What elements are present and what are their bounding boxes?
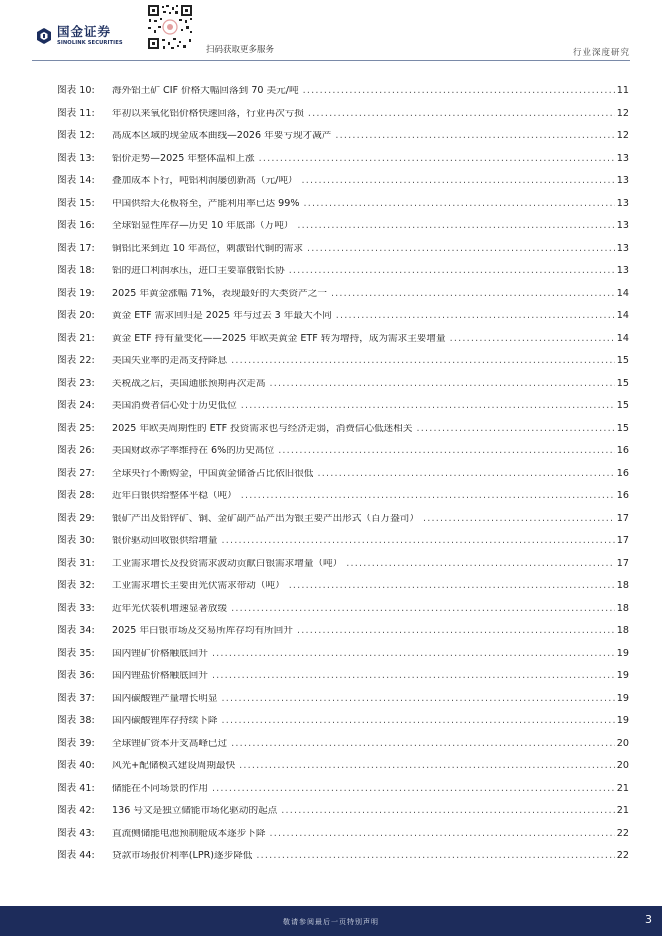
toc-leader-dots	[218, 536, 615, 546]
toc-figure-title: 铜铝比来到近 10 年高位，刺激铝代铜的需求	[112, 243, 303, 254]
toc-figure-number: 图表 19:	[57, 287, 95, 299]
toc-entry[interactable]	[57, 508, 629, 531]
toc-entry[interactable]	[57, 598, 629, 621]
header-divider	[32, 60, 630, 61]
toc-figure-number: 图表 30:	[57, 535, 95, 547]
toc-page-number: 12	[616, 130, 629, 142]
toc-figure-number: 图表 22:	[57, 355, 95, 367]
toc-figure-number: 图表 35:	[57, 647, 95, 659]
toc-figure-number: 图表 29:	[57, 512, 95, 524]
toc-page-number: 21	[616, 805, 629, 817]
toc-leader-dots	[327, 289, 615, 299]
toc-page-number: 21	[616, 782, 629, 794]
toc-page-number: 15	[616, 400, 629, 412]
toc-figure-number: 图表 18:	[57, 265, 95, 277]
toc-leader-dots	[412, 424, 615, 434]
toc-figure-number: 图表 26:	[57, 445, 95, 457]
toc-entry[interactable]	[57, 845, 629, 868]
toc-figure-title: 2025 年黄金涨幅 71%，表现最好的大类资产之一	[112, 288, 327, 299]
toc-figure-title: 风光+配储模式建设周期最快	[112, 761, 236, 772]
toc-figure-number: 图表 34:	[57, 625, 95, 637]
toc-page-number: 15	[616, 355, 629, 367]
toc-leader-dots	[332, 311, 615, 321]
toc-leader-dots	[293, 221, 615, 231]
toc-entry[interactable]	[57, 643, 629, 666]
toc-entry[interactable]	[57, 170, 629, 193]
toc-figure-number: 图表 11:	[57, 107, 95, 119]
toc-entry[interactable]	[57, 103, 629, 126]
toc-figure-number: 图表 13:	[57, 152, 95, 164]
toc-page-number: 11	[616, 85, 629, 97]
toc-figure-number: 图表 20:	[57, 310, 95, 322]
toc-figure-number: 图表 33:	[57, 602, 95, 614]
toc-leader-dots	[208, 671, 615, 681]
toc-page-number: 16	[616, 490, 629, 502]
toc-figure-title: 叠加成本下行，吨铝利润屡创新高（元/吨）	[112, 176, 298, 187]
toc-figure-title: 国内碳酸锂库存持续下降	[112, 716, 218, 727]
toc-page-number: 17	[616, 512, 629, 524]
toc-leader-dots	[208, 784, 615, 794]
toc-entry[interactable]	[57, 485, 629, 508]
toc-leader-dots	[446, 334, 615, 344]
toc-entry[interactable]	[57, 193, 629, 216]
toc-leader-dots	[299, 199, 615, 209]
toc-page-number: 19	[616, 715, 629, 727]
toc-figure-title: 2025 年欧美周期性的 ETF 投资需求也与经济走弱，消费信心低迷相关	[112, 423, 413, 434]
page-footer	[0, 906, 662, 936]
toc-entry[interactable]	[57, 418, 629, 441]
toc-page-number: 15	[616, 422, 629, 434]
toc-figure-title: 贷款市场报价利率(LPR)逐步降低	[112, 851, 253, 862]
toc-figure-number: 图表 24:	[57, 400, 95, 412]
toc-leader-dots	[227, 739, 615, 749]
toc-page-number: 19	[616, 647, 629, 659]
toc-figure-number: 图表 38:	[57, 715, 95, 727]
toc-figure-number: 图表 28:	[57, 490, 95, 502]
toc-figure-title: 国内锂矿价格触底回升	[112, 648, 208, 659]
toc-page-number: 18	[616, 602, 629, 614]
toc-figure-number: 图表 21:	[57, 332, 95, 344]
toc-page-number: 13	[616, 152, 629, 164]
toc-figure-title: 高成本区域的现金成本曲线—2026 年要亏现才减产	[112, 131, 332, 142]
toc-entry[interactable]	[57, 733, 629, 756]
toc-figure-title: 工业需求增长主要由光伏需求带动（吨）	[112, 581, 285, 592]
toc-figure-title: 黄金 ETF 持有量变化——2025 年欧美黄金 ETF 转为增持，成为需求主要增量	[112, 333, 446, 344]
footer-disclaimer: 敬请参阅最后一页特别声明	[283, 918, 379, 926]
toc-figure-number: 图表 36:	[57, 670, 95, 682]
toc-leader-dots	[227, 604, 615, 614]
toc-figure-title: 全球铝显性库存—历史 10 年底部（万吨）	[112, 221, 294, 232]
toc-entry[interactable]	[57, 778, 629, 801]
toc-page-number: 16	[616, 467, 629, 479]
toc-page-number: 14	[616, 310, 629, 322]
toc-figure-title: 全球锂矿资本开支高峰已过	[112, 738, 228, 749]
toc-leader-dots	[218, 716, 615, 726]
toc-entry[interactable]	[57, 463, 629, 486]
toc-entry[interactable]	[57, 260, 629, 283]
toc-entry[interactable]	[57, 238, 629, 261]
toc-leader-dots	[266, 379, 616, 389]
sinolink-logo-icon	[36, 27, 52, 45]
toc-figure-number: 图表 40:	[57, 760, 95, 772]
toc-figure-number: 图表 23:	[57, 377, 95, 389]
toc-entry[interactable]	[57, 755, 629, 778]
toc-leader-dots	[237, 401, 615, 411]
toc-figure-title: 中国供给天花板将至，产能利用率已达 99%	[112, 198, 300, 209]
toc-figure-number: 图表 42:	[57, 805, 95, 817]
toc-leader-dots	[274, 446, 615, 456]
toc-entry[interactable]	[57, 688, 629, 711]
toc-leader-dots	[285, 581, 615, 591]
toc-figure-title: 全球央行不断购金，中国黄金储备占比依旧很低	[112, 468, 314, 479]
toc-page-number: 13	[616, 175, 629, 187]
toc-leader-dots	[285, 266, 615, 276]
toc-entry[interactable]	[57, 665, 629, 688]
toc-leader-dots	[237, 491, 615, 501]
toc-entry[interactable]	[57, 800, 629, 823]
figure-index-list	[57, 80, 629, 868]
toc-leader-dots	[277, 806, 615, 816]
toc-entry[interactable]	[57, 823, 629, 846]
toc-figure-title: 国内锂盐价格触底回升	[112, 671, 208, 682]
toc-figure-title: 136 号文是独立储能市场化驱动的起点	[112, 806, 278, 817]
page-header	[0, 0, 662, 62]
toc-figure-number: 图表 32:	[57, 580, 95, 592]
toc-page-number: 22	[616, 850, 629, 862]
toc-entry[interactable]	[57, 80, 629, 103]
toc-leader-dots	[208, 649, 615, 659]
toc-page-number: 17	[616, 557, 629, 569]
toc-figure-title: 银矿产出及铅锌矿、铜、金矿副产品产出为银主要产出形式（百万盎司）	[112, 513, 419, 524]
toc-figure-title: 海外铝土矿 CIF 价格大幅回落到 70 美元/吨	[112, 86, 299, 97]
toc-entry[interactable]	[57, 710, 629, 733]
toc-page-number: 17	[616, 535, 629, 547]
toc-figure-number: 图表 17:	[57, 242, 95, 254]
toc-entry[interactable]	[57, 530, 629, 553]
toc-entry[interactable]	[57, 350, 629, 373]
toc-entry[interactable]	[57, 148, 629, 171]
toc-leader-dots	[293, 626, 615, 636]
toc-figure-title: 银价驱动回收银供给增量	[112, 536, 218, 547]
toc-figure-title: 直流侧储能电池预制舱成本逐步下降	[112, 828, 266, 839]
toc-leader-dots	[235, 761, 615, 771]
toc-figure-number: 图表 31:	[57, 557, 95, 569]
toc-leader-dots	[255, 154, 615, 164]
toc-figure-title: 关税战之后，美国通胀预期再次走高	[112, 378, 266, 389]
toc-figure-title: 美国消费者信心处于历史低位	[112, 401, 237, 412]
toc-entry[interactable]	[57, 215, 629, 238]
toc-page-number: 14	[616, 332, 629, 344]
toc-leader-dots	[313, 469, 615, 479]
toc-entry[interactable]	[57, 283, 629, 306]
company-logo	[36, 24, 123, 48]
toc-entry[interactable]	[57, 575, 629, 598]
toc-leader-dots	[303, 244, 615, 254]
toc-page-number: 20	[616, 760, 629, 772]
toc-leader-dots	[331, 131, 615, 141]
toc-entry[interactable]	[57, 620, 629, 643]
toc-figure-title: 储能在不同场景的作用	[112, 783, 208, 794]
toc-page-number: 19	[616, 692, 629, 704]
logo-english-name: SINOLINK SECURITIES	[57, 39, 123, 46]
toc-figure-title: 美国失业率的走高支持降息	[112, 356, 228, 367]
toc-leader-dots	[218, 694, 615, 704]
toc-figure-title: 国内碳酸锂产量增长明显	[112, 693, 218, 704]
toc-figure-number: 图表 25:	[57, 422, 95, 434]
qr-code-label: 扫码获取更多服务	[206, 45, 275, 55]
toc-page-number: 19	[616, 670, 629, 682]
toc-figure-number: 图表 37:	[57, 692, 95, 704]
toc-page-number: 13	[616, 265, 629, 277]
toc-entry[interactable]	[57, 440, 629, 463]
toc-page-number: 13	[616, 242, 629, 254]
toc-page-number: 18	[616, 625, 629, 637]
toc-figure-number: 图表 14:	[57, 175, 95, 187]
toc-figure-title: 年初以来氧化铝价格快速回落，行业再次亏损	[112, 108, 304, 119]
toc-page-number: 22	[616, 827, 629, 839]
toc-figure-number: 图表 43:	[57, 827, 95, 839]
qr-code-icon[interactable]	[146, 3, 194, 51]
toc-entry[interactable]	[57, 328, 629, 351]
toc-figure-title: 近年光伏装机增速显著放缓	[112, 603, 228, 614]
toc-figure-title: 工业需求增长及投资需求波动贡献白银需求增量（吨）	[112, 558, 343, 569]
report-type-label: 行业深度研究	[572, 48, 630, 58]
toc-figure-title: 黄金 ETF 需求回归是 2025 年与过去 3 年最大不同	[112, 311, 332, 322]
toc-figure-title: 铝价走势—2025 年整体温和上涨	[112, 153, 255, 164]
toc-figure-title: 近年白银供给整体平稳（吨）	[112, 491, 237, 502]
toc-leader-dots	[304, 109, 615, 119]
toc-leader-dots	[252, 851, 615, 861]
toc-figure-number: 图表 27:	[57, 467, 95, 479]
toc-figure-title: 铝的进口利润承压，进口主要靠俄铝长协	[112, 266, 285, 277]
toc-entry[interactable]	[57, 553, 629, 576]
toc-page-number: 20	[616, 737, 629, 749]
toc-entry[interactable]	[57, 125, 629, 148]
toc-figure-number: 图表 12:	[57, 130, 95, 142]
toc-figure-number: 图表 41:	[57, 782, 95, 794]
toc-leader-dots	[419, 514, 615, 524]
toc-figure-number: 图表 44:	[57, 850, 95, 862]
toc-page-number: 14	[616, 287, 629, 299]
toc-page-number: 15	[616, 377, 629, 389]
toc-leader-dots	[298, 176, 615, 186]
toc-page-number: 13	[616, 197, 629, 209]
toc-figure-title: 2025 年白银市场及交易所库存均有所回升	[112, 626, 293, 637]
page-number: 3	[645, 913, 652, 926]
toc-figure-number: 图表 16:	[57, 220, 95, 232]
toc-leader-dots	[299, 86, 615, 96]
toc-entry[interactable]	[57, 373, 629, 396]
toc-page-number: 16	[616, 445, 629, 457]
toc-figure-title: 美国财政赤字率维持在 6%的历史高位	[112, 446, 275, 457]
toc-entry[interactable]	[57, 305, 629, 328]
toc-figure-number: 图表 15:	[57, 197, 95, 209]
toc-page-number: 12	[616, 107, 629, 119]
toc-page-number: 18	[616, 580, 629, 592]
toc-figure-number: 图表 10:	[57, 85, 95, 97]
toc-entry[interactable]	[57, 395, 629, 418]
toc-page-number: 13	[616, 220, 629, 232]
toc-leader-dots	[227, 356, 615, 366]
toc-figure-number: 图表 39:	[57, 737, 95, 749]
toc-leader-dots	[266, 829, 616, 839]
toc-leader-dots	[342, 559, 615, 569]
logo-chinese-name: 国金证券	[57, 24, 112, 40]
